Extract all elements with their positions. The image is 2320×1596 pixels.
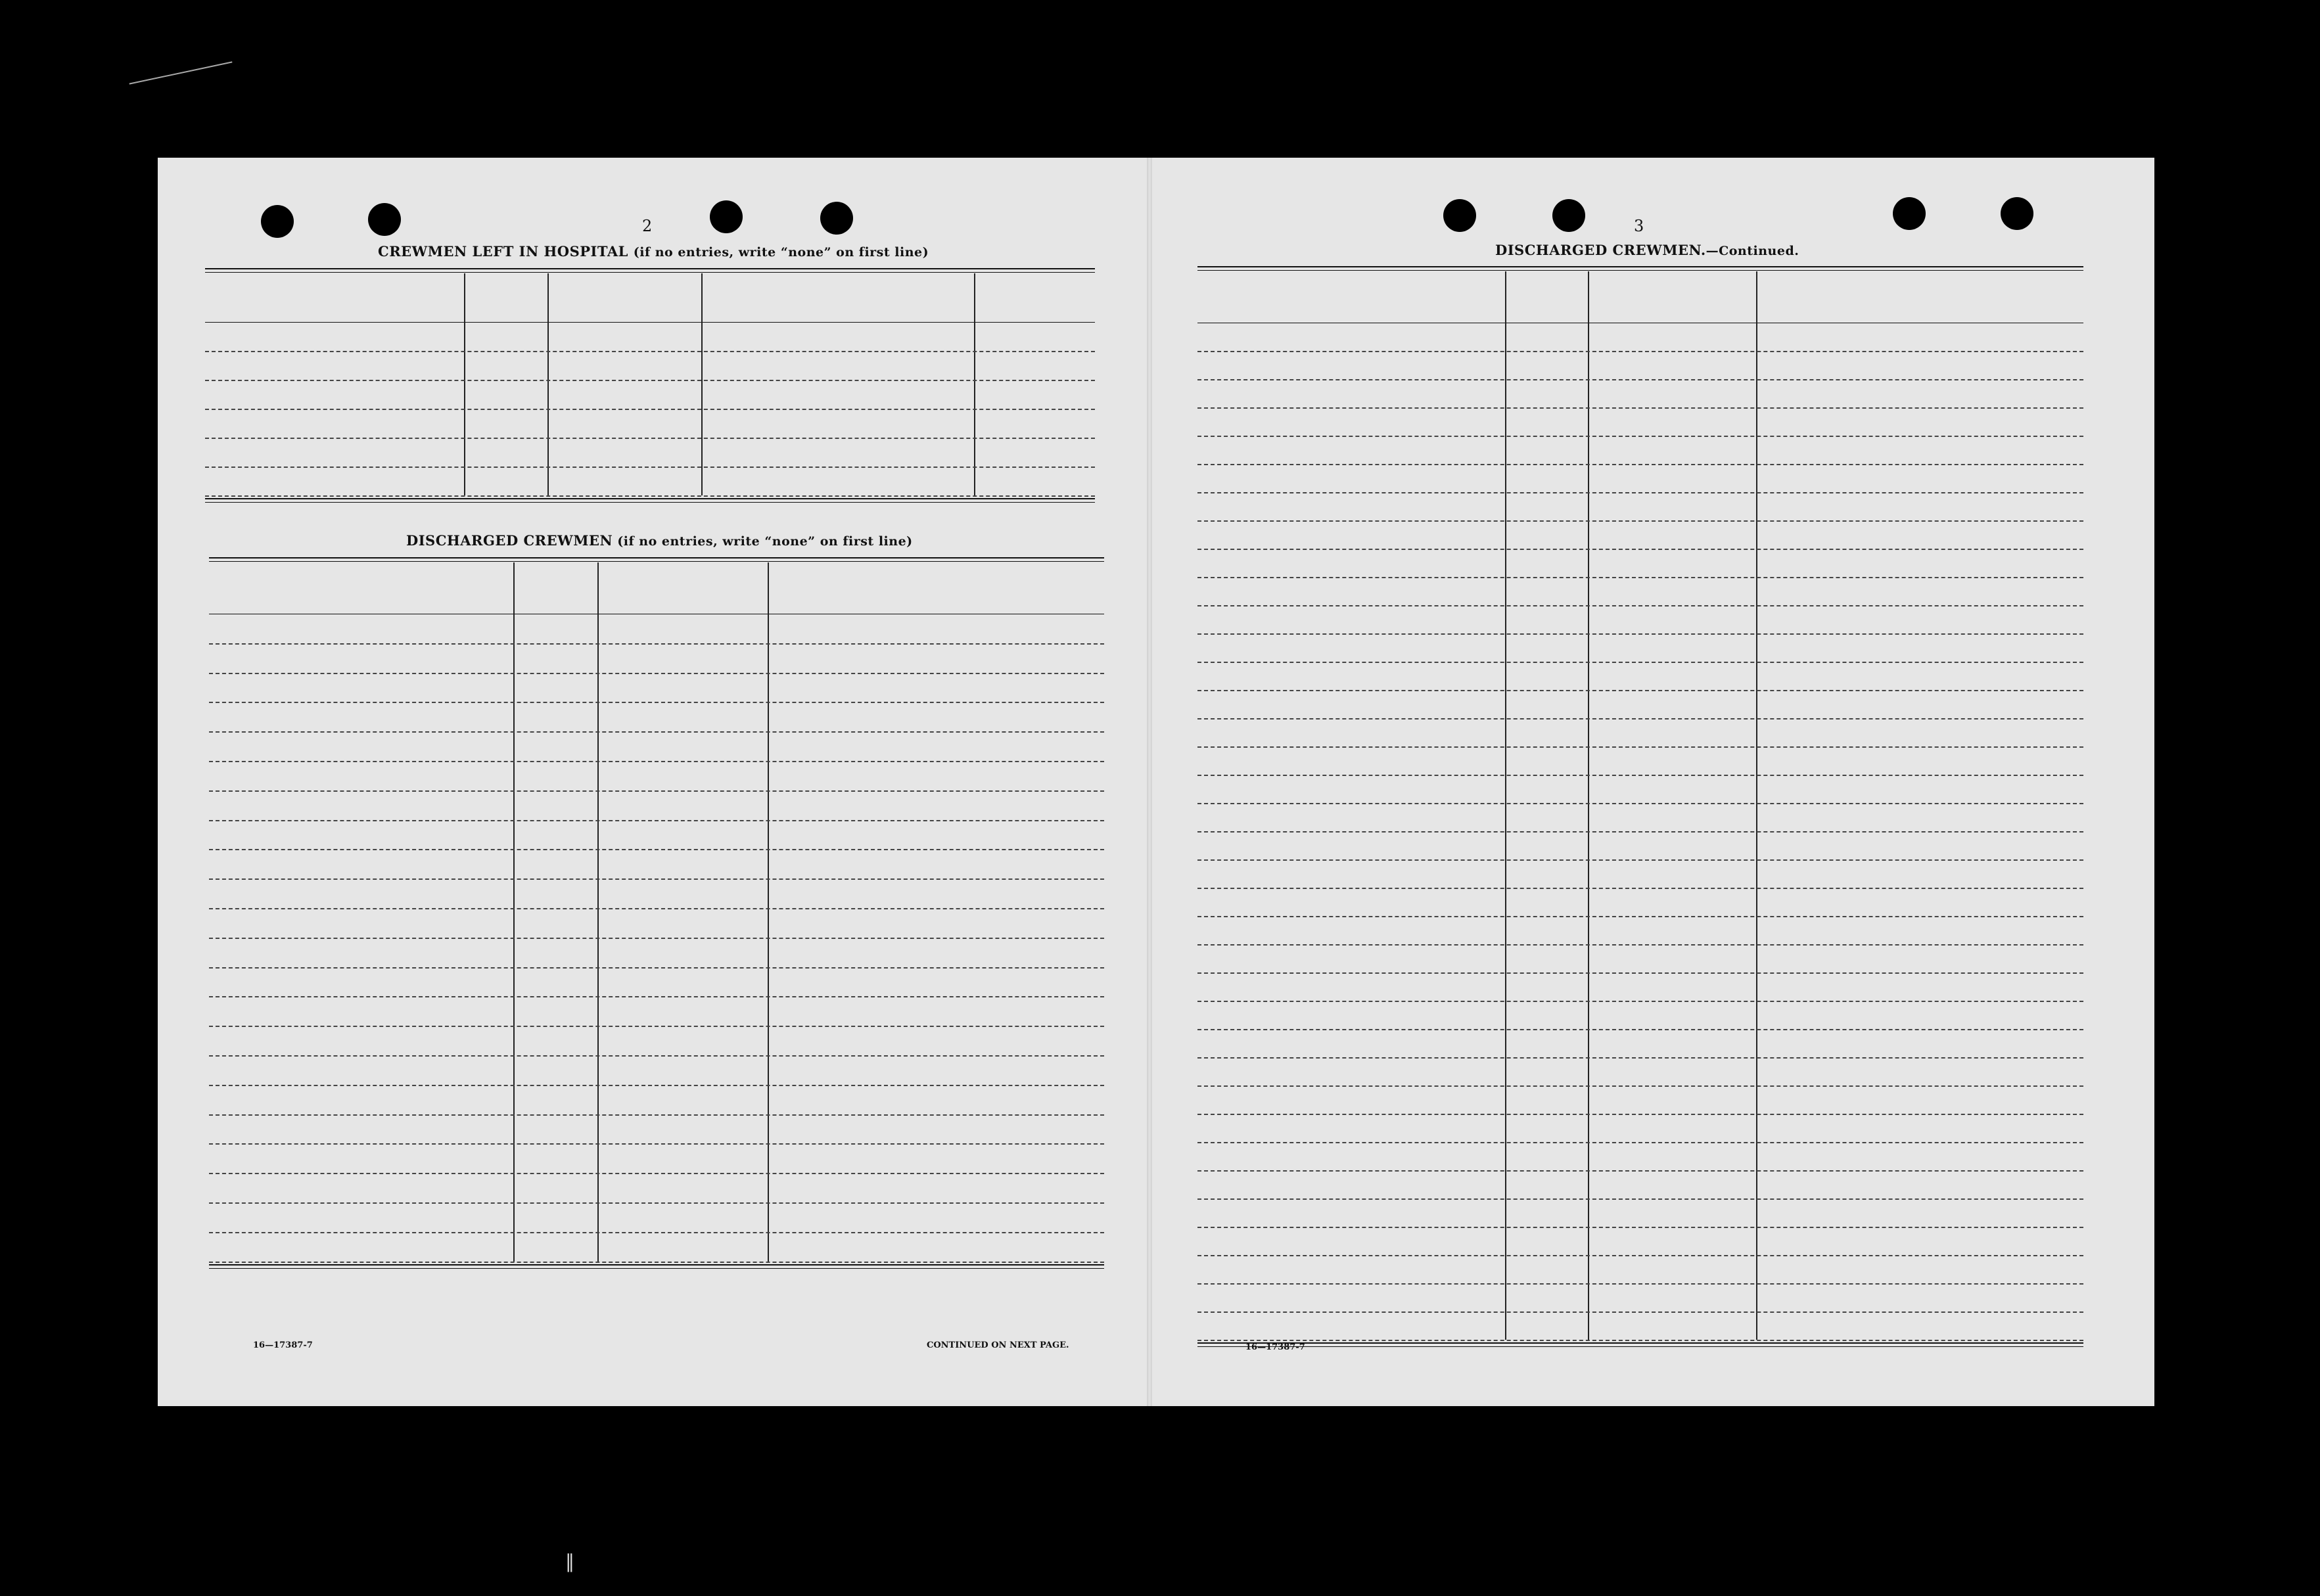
table-row-line	[1197, 577, 2083, 578]
table-row-line	[1197, 1142, 2083, 1143]
table-row-line	[209, 1026, 1104, 1027]
punch-hole	[261, 205, 294, 238]
column-divider	[701, 273, 703, 495]
column-divider	[547, 273, 549, 495]
table-row-line	[1197, 633, 2083, 635]
table-row-line	[209, 1085, 1104, 1086]
table-row-line	[1197, 1170, 2083, 1172]
table-row-line	[1197, 1227, 2083, 1228]
table-row-line	[1197, 1029, 2083, 1030]
page-fold	[1147, 158, 1152, 1406]
table-row-line	[1197, 746, 2083, 748]
column-divider	[464, 273, 465, 495]
hospital-title-note: (if no entries, write “none” on first line)	[633, 245, 929, 260]
table-bottom-rule-thin	[205, 502, 1095, 503]
page-number-left: 2	[642, 217, 653, 235]
table-bottom-rule	[1197, 1342, 2083, 1344]
table-row-line	[1197, 831, 2083, 832]
column-divider	[1588, 271, 1589, 1340]
table-row-line	[209, 1055, 1104, 1057]
table-row-line	[209, 1173, 1104, 1174]
table-row-line	[1197, 1001, 2083, 1002]
column-header	[977, 275, 1092, 321]
table-row-line	[209, 673, 1104, 674]
table-row-line	[205, 409, 1095, 410]
hospital-title-text: CREWMEN LEFT IN HOSPITAL	[378, 243, 628, 260]
table-row-line	[205, 438, 1095, 439]
table-row-line	[1197, 888, 2083, 889]
column-divider	[1505, 271, 1506, 1340]
table-row-line	[1197, 944, 2083, 946]
margin-mark: ‖	[565, 1551, 575, 1572]
table-row-line	[1197, 1340, 2083, 1341]
table-top-rule-thin	[209, 561, 1104, 562]
column-header	[208, 275, 461, 321]
table-row-line	[209, 761, 1104, 762]
table-row-line	[209, 731, 1104, 733]
table-top-rule	[1197, 266, 2083, 267]
table-row-line	[1197, 916, 2083, 917]
table-row-line	[1197, 775, 2083, 776]
table-row-line	[1197, 407, 2083, 409]
column-header	[1759, 273, 2081, 321]
table-top-rule-thin	[1197, 270, 2083, 271]
table-row-line	[1197, 379, 2083, 380]
table-row-line	[1197, 1255, 2083, 1256]
column-header	[516, 564, 595, 612]
table-row-line	[205, 380, 1095, 381]
table-row-line	[1197, 972, 2083, 974]
column-header	[1508, 273, 1585, 321]
table-row-line	[209, 820, 1104, 821]
page-number-right: 3	[1634, 217, 1644, 235]
table-header-rule	[205, 322, 1095, 323]
discharged-continued-text: DISCHARGED CREWMEN.	[1495, 242, 1706, 258]
column-divider	[513, 562, 515, 1262]
discharged-section-title	[406, 532, 913, 549]
table-row-line	[1197, 464, 2083, 465]
table-bottom-rule-thin	[1197, 1346, 2083, 1347]
column-divider	[597, 562, 599, 1262]
table-row-line	[209, 790, 1104, 792]
table-row-line	[1197, 1311, 2083, 1313]
table-row-line	[1197, 1057, 2083, 1059]
table-row-line	[1197, 351, 2083, 352]
table-row-line	[209, 908, 1104, 909]
column-header	[770, 564, 1102, 612]
column-header	[704, 275, 971, 321]
table-row-line	[1197, 1114, 2083, 1115]
margin-scratch	[129, 61, 233, 84]
discharged-continued-note: —Continued.	[1705, 244, 1799, 258]
table-row-line	[1197, 859, 2083, 861]
table-row-line	[209, 702, 1104, 703]
punch-hole	[1552, 199, 1585, 232]
table-row-line	[209, 1262, 1104, 1263]
table-row-line	[1197, 690, 2083, 691]
table-row-line	[209, 1202, 1104, 1204]
table-row-line	[1197, 436, 2083, 437]
table-row-line	[209, 1232, 1104, 1233]
punch-hole	[820, 202, 853, 235]
table-row-line	[209, 1143, 1104, 1145]
table-row-line	[1197, 520, 2083, 522]
column-header	[1200, 273, 1502, 321]
table-row-line	[1197, 803, 2083, 804]
punch-hole	[1443, 199, 1476, 232]
column-header	[212, 564, 511, 612]
table-row-line	[209, 1114, 1104, 1116]
punch-hole	[710, 200, 743, 233]
continued-note: CONTINUED ON NEXT PAGE.	[927, 1340, 1069, 1350]
table-row-line	[209, 878, 1104, 880]
table-row-line	[209, 643, 1104, 645]
table-row-line	[209, 938, 1104, 939]
table-bottom-rule-thin	[209, 1268, 1104, 1269]
punch-hole	[368, 203, 401, 236]
discharged-title-text: DISCHARGED CREWMEN	[406, 532, 613, 549]
table-row-line	[1197, 718, 2083, 719]
column-header	[1590, 273, 1753, 321]
table-row-line	[1197, 662, 2083, 663]
column-header	[550, 275, 699, 321]
hospital-section-title	[378, 243, 929, 260]
column-header	[467, 275, 545, 321]
column-divider	[974, 273, 975, 495]
discharged-continued-title	[1495, 242, 1799, 258]
punch-hole	[1893, 197, 1926, 230]
table-row-line	[1197, 605, 2083, 606]
table-row-line	[1197, 1198, 2083, 1200]
table-row-line	[1197, 549, 2083, 550]
table-row-line	[209, 996, 1104, 997]
table-row-line	[209, 967, 1104, 969]
table-bottom-rule	[205, 498, 1095, 499]
table-row-line	[205, 351, 1095, 352]
table-top-rule-thin	[205, 272, 1095, 273]
form-number-right: 16—17387-7	[1245, 1342, 1305, 1352]
form-number-left: 16—17387-7	[253, 1340, 313, 1350]
table-row-line	[209, 849, 1104, 850]
column-divider	[1756, 271, 1757, 1340]
discharged-title-note: (if no entries, write “none” on first line)	[613, 534, 913, 549]
table-top-rule	[205, 268, 1095, 269]
column-header	[600, 564, 765, 612]
punch-hole	[2001, 197, 2033, 230]
table-row-line	[1197, 1283, 2083, 1285]
form-sheet	[158, 158, 2154, 1406]
table-top-rule	[209, 557, 1104, 559]
column-divider	[768, 562, 769, 1262]
table-row-line	[205, 495, 1095, 497]
table-row-line	[1197, 1085, 2083, 1087]
table-row-line	[1197, 492, 2083, 493]
table-row-line	[205, 467, 1095, 468]
table-bottom-rule	[209, 1264, 1104, 1265]
